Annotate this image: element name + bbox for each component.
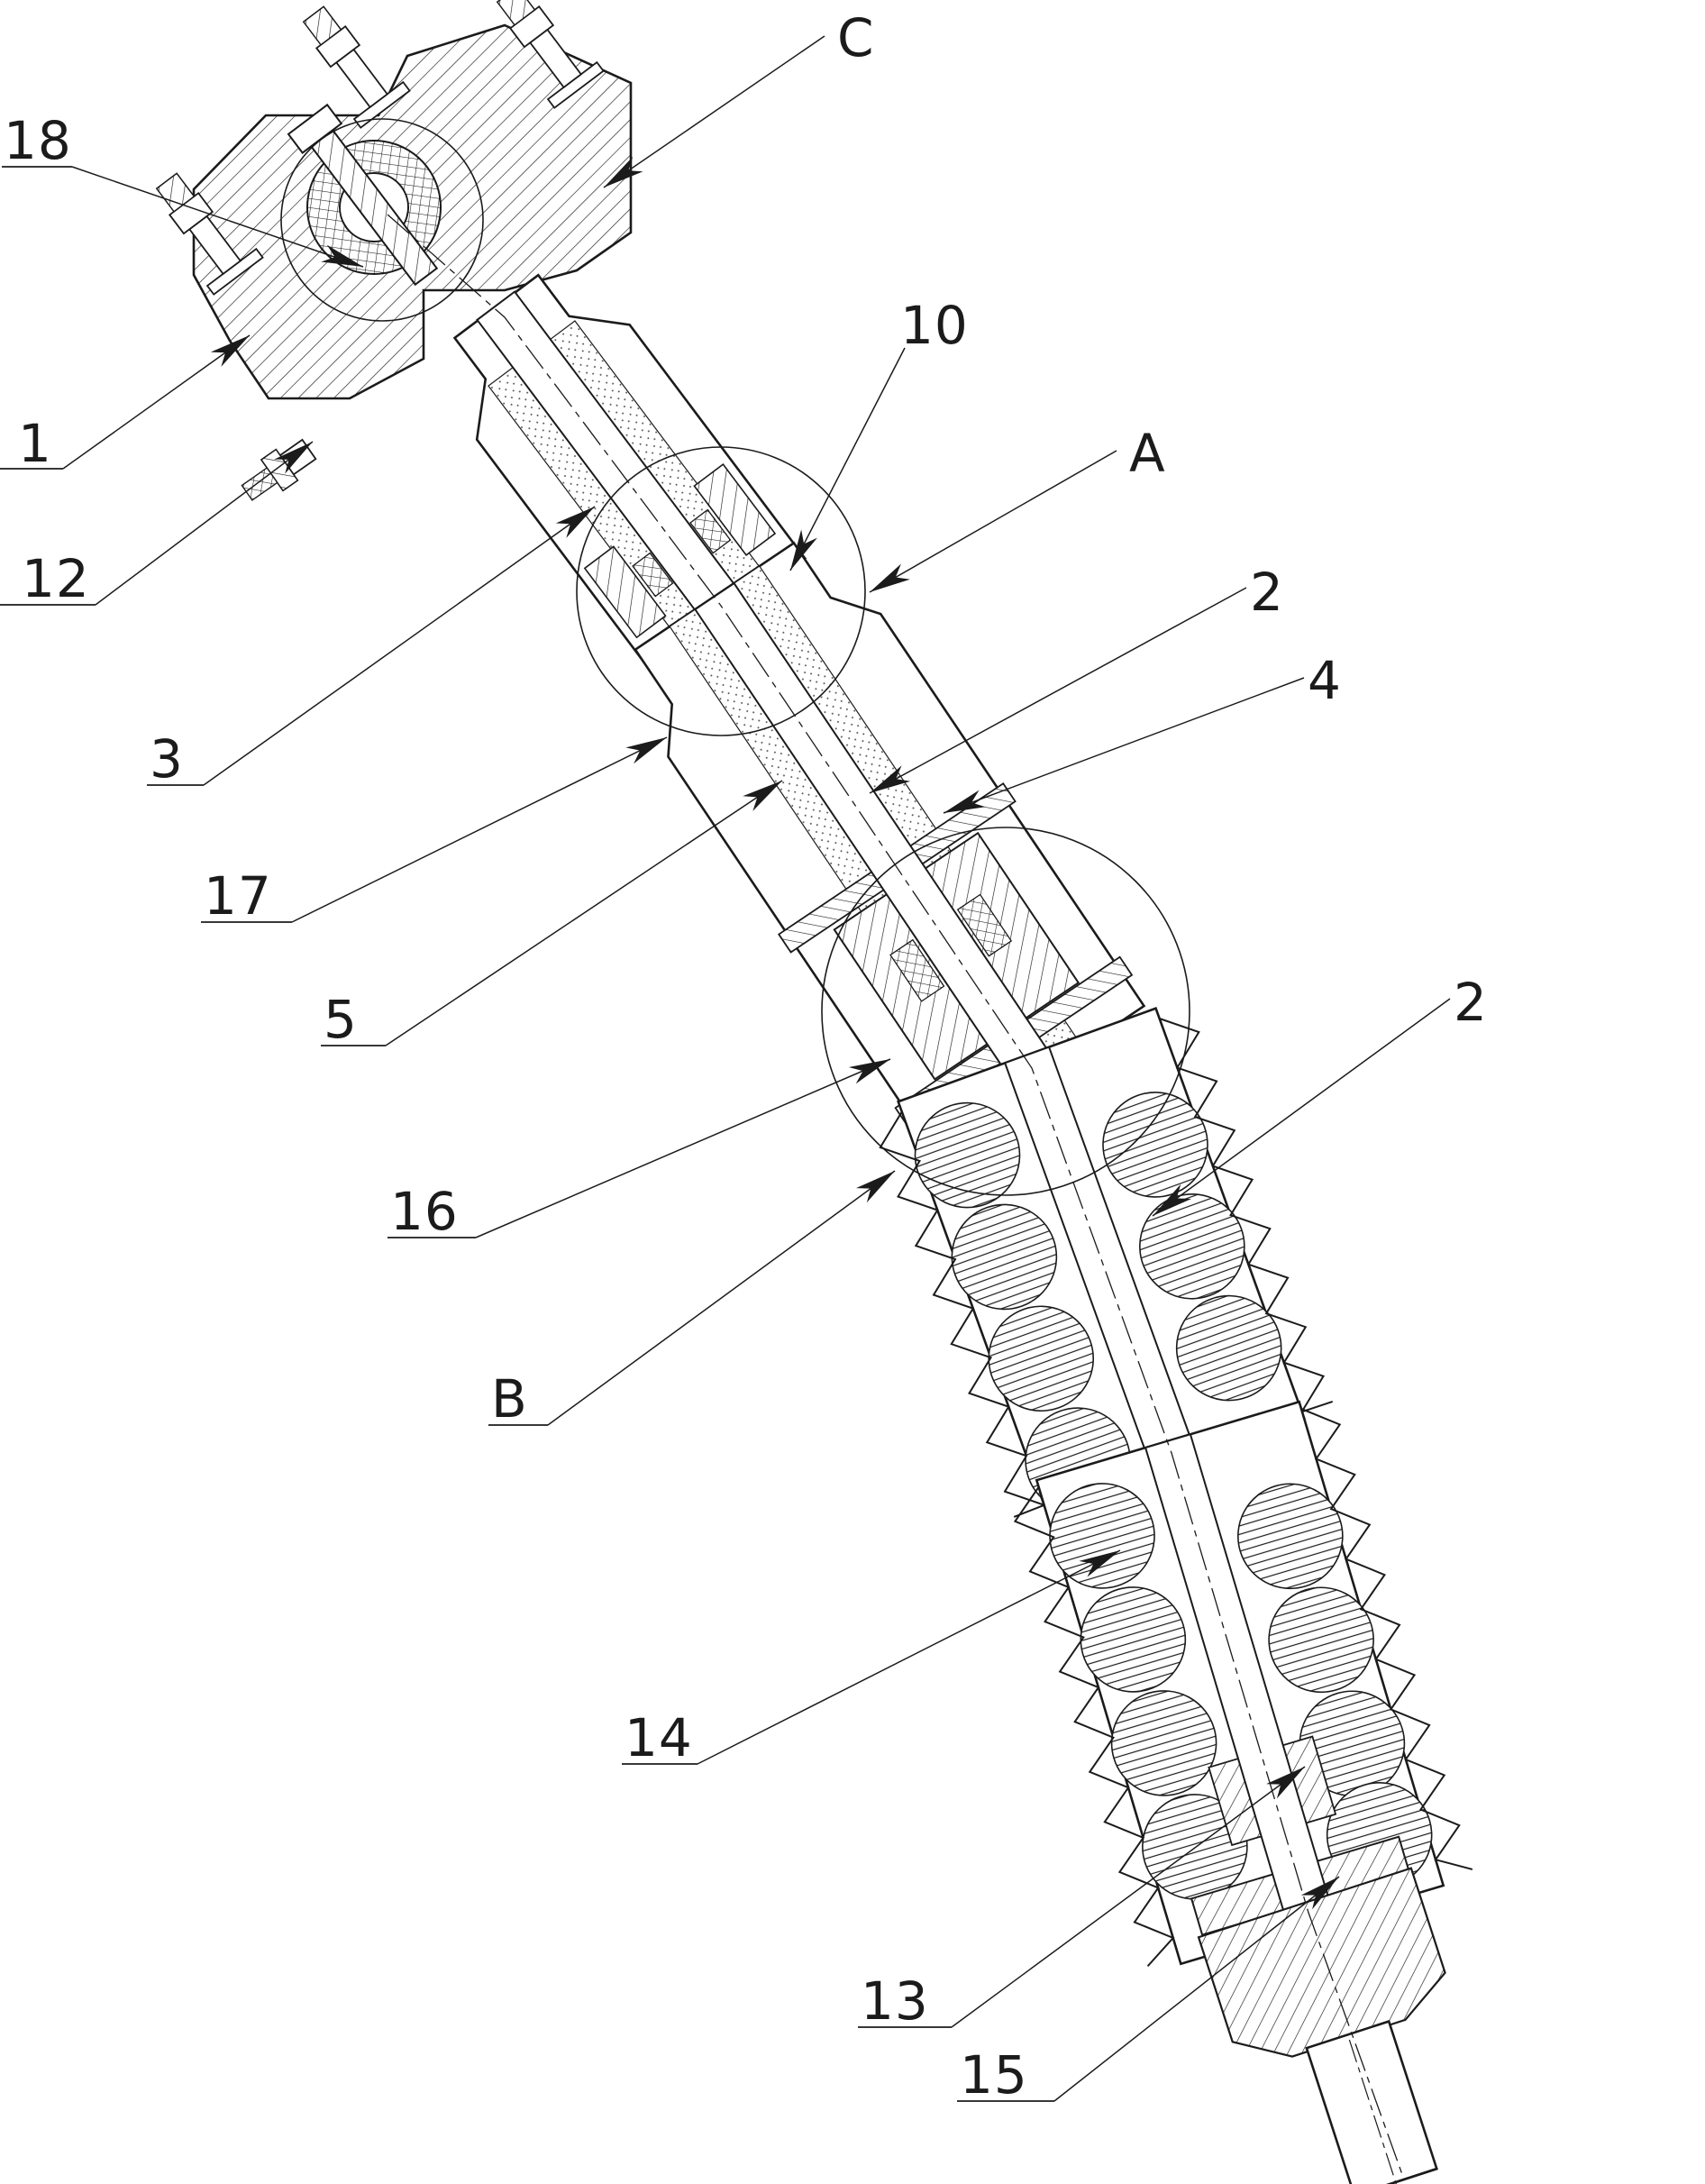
callout-label: 1 bbox=[18, 413, 52, 474]
callout-17 bbox=[201, 737, 667, 927]
callout-label: 2 bbox=[1454, 972, 1488, 1033]
leader-line bbox=[476, 1059, 890, 1238]
callout-label: 14 bbox=[625, 1707, 693, 1768]
leader-line bbox=[870, 451, 1117, 592]
callout-label: 18 bbox=[4, 110, 72, 171]
callout-label: 4 bbox=[1308, 650, 1342, 711]
callout-label: 12 bbox=[22, 548, 90, 609]
leader-line bbox=[204, 507, 595, 785]
leader-line bbox=[548, 1171, 895, 1425]
callout-label: 15 bbox=[960, 2044, 1028, 2106]
damper-assembly bbox=[142, 0, 1509, 2184]
callout-2b bbox=[1153, 972, 1488, 1216]
leader-arrowhead bbox=[625, 737, 667, 763]
leader-arrowhead bbox=[870, 563, 910, 592]
callout-1 bbox=[0, 335, 250, 474]
leader-line bbox=[96, 442, 313, 605]
callout-B bbox=[488, 1171, 895, 1430]
leader-line bbox=[698, 1550, 1120, 1764]
leader-arrowhead bbox=[856, 1171, 895, 1202]
callout-label: B bbox=[491, 1368, 528, 1430]
callout-label: 2 bbox=[1250, 562, 1284, 623]
callout-C bbox=[604, 7, 875, 187]
leader-line bbox=[790, 348, 905, 571]
callout-16 bbox=[388, 1059, 890, 1242]
callout-label: 10 bbox=[900, 295, 969, 356]
callout-label: 5 bbox=[324, 989, 358, 1050]
leader-line bbox=[604, 36, 825, 187]
callout-3 bbox=[147, 507, 595, 790]
callout-label: 17 bbox=[204, 865, 272, 927]
leader-line bbox=[63, 335, 250, 469]
callout-label: 3 bbox=[150, 728, 184, 790]
callout-label: C bbox=[837, 7, 875, 69]
callout-10 bbox=[790, 295, 969, 571]
leader-line bbox=[386, 781, 782, 1046]
callout-label: A bbox=[1129, 423, 1166, 484]
leader-line bbox=[292, 737, 667, 922]
callout-A bbox=[870, 423, 1166, 592]
leader-line bbox=[944, 678, 1304, 813]
callout-label: 13 bbox=[861, 1970, 929, 2032]
callout-label: 16 bbox=[390, 1181, 459, 1242]
callout-14 bbox=[622, 1550, 1120, 1768]
